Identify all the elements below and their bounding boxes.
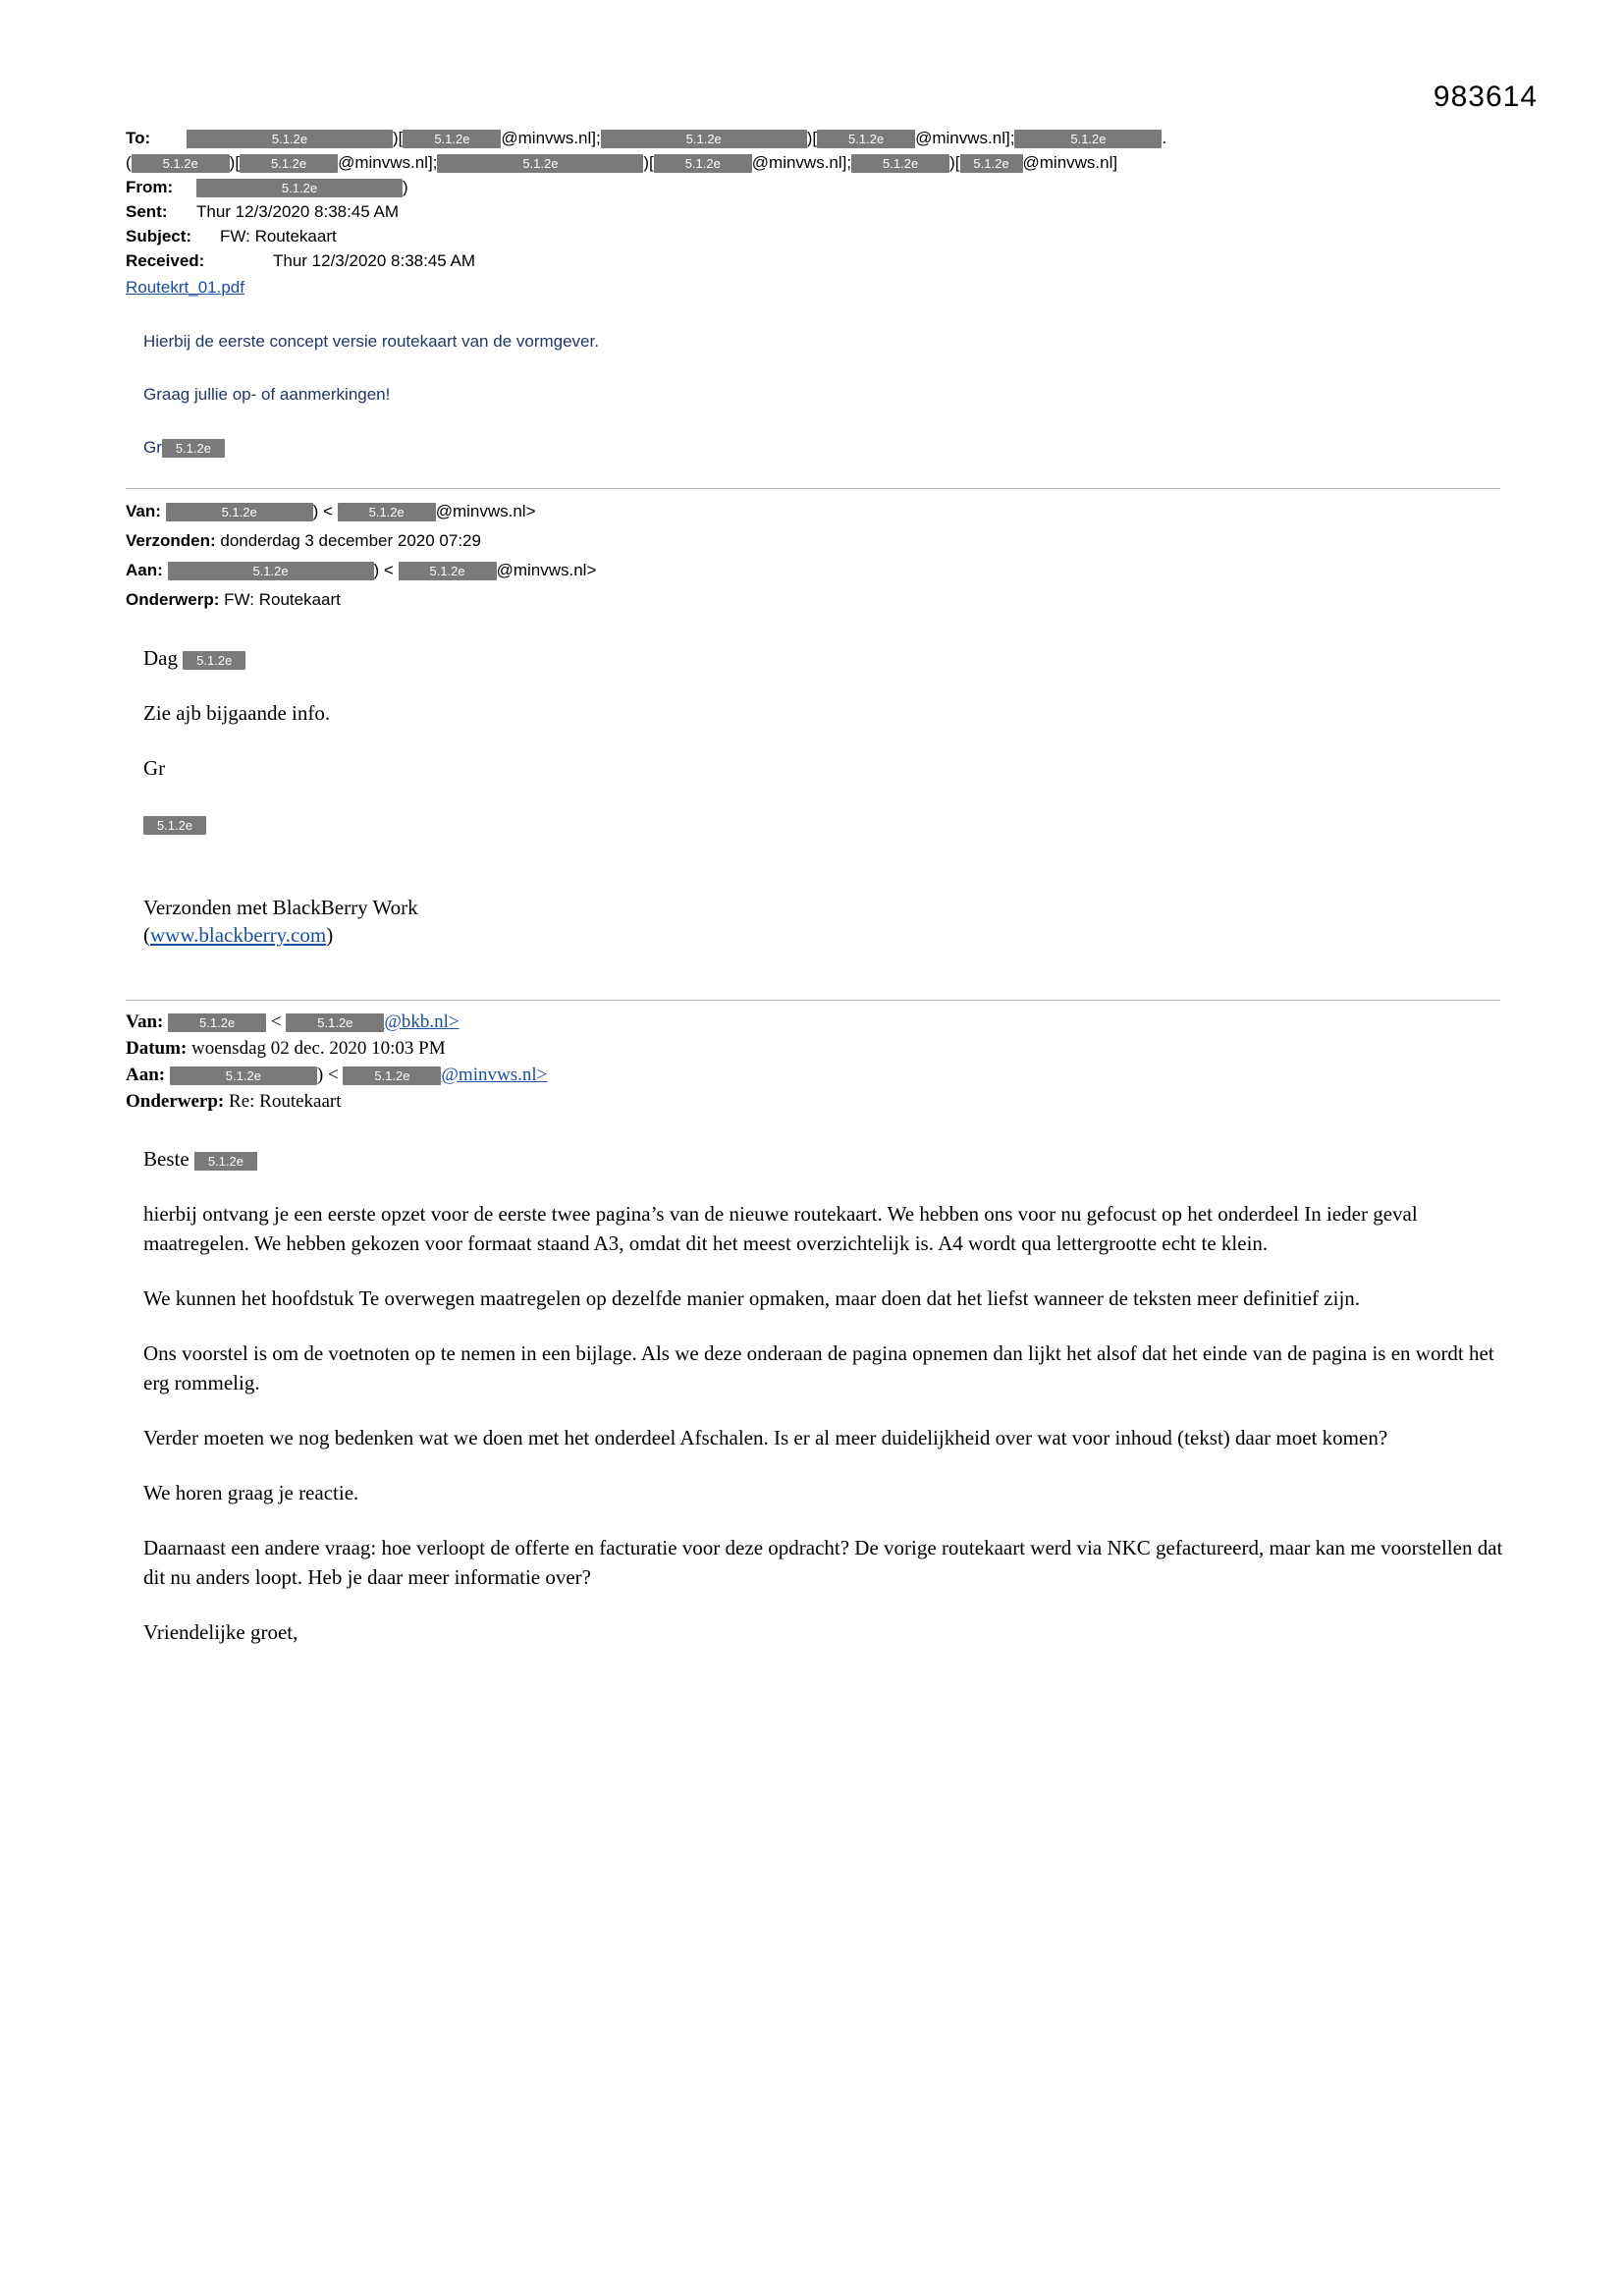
quoted-1-verzonden bbox=[126, 526, 1520, 556]
message-1-signoff bbox=[143, 435, 1520, 461]
quoted-header-2 bbox=[126, 1009, 1520, 1115]
paren: )[ bbox=[229, 153, 241, 172]
redaction: 5.1.2e bbox=[851, 154, 949, 173]
redaction: 5.1.2e bbox=[403, 130, 501, 148]
domain-text: @minvws.nl]; bbox=[751, 153, 852, 172]
spacer bbox=[126, 615, 1520, 644]
quoted-1-onderwerp bbox=[126, 585, 1520, 615]
paren: )[ bbox=[643, 153, 654, 172]
quoted-2-datum bbox=[126, 1035, 1520, 1062]
document-number: 983614 bbox=[1433, 81, 1538, 113]
message-2-signoff: Gr bbox=[143, 756, 166, 780]
quoted-2-aan bbox=[126, 1062, 1520, 1088]
redaction: 5.1.2e bbox=[399, 562, 497, 580]
message-1-line-1: Hierbij de eerste concept versie routekaart van de vormgever. bbox=[143, 332, 599, 351]
email-header-block bbox=[126, 126, 1520, 300]
aan-label: Aan: bbox=[126, 561, 163, 579]
redaction: 5.1.2e bbox=[343, 1066, 441, 1085]
van-label: Van: bbox=[126, 1011, 164, 1032]
redaction: 5.1.2e bbox=[132, 154, 230, 173]
message-3-paragraph-7: Vriendelijke groet, bbox=[143, 1620, 298, 1644]
spacer bbox=[143, 864, 1520, 894]
header-row-to-cont bbox=[126, 150, 1520, 175]
message-3-paragraph-3: Ons voorstel is om de voetnoten op te nemen in een bijlage. Als we deze onderaan de pagina opnemen dan lijkt het alsof dat het einde van de pagina is en wordt het erg rommelig. bbox=[143, 1341, 1494, 1394]
redaction: 5.1.2e bbox=[187, 130, 393, 148]
message-2-greeting bbox=[143, 644, 1520, 672]
redaction: 5.1.2e bbox=[286, 1013, 384, 1032]
redaction: 5.1.2e bbox=[143, 816, 206, 835]
redaction: 5.1.2e bbox=[960, 154, 1023, 173]
header-row-received bbox=[126, 248, 1520, 273]
email-content bbox=[126, 126, 1520, 1672]
datum-label: Datum: bbox=[126, 1038, 188, 1059]
to-label: To: bbox=[126, 129, 151, 147]
redaction: 5.1.2e bbox=[196, 179, 403, 197]
angle: < bbox=[270, 1011, 282, 1032]
message-3-paragraph-4: Verder moeten we nog bedenken wat we doen met het onderdeel Afschalen. Is er al meer duidelijkheid over wat voor inhoud (tekst) daar moet komen? bbox=[143, 1426, 1388, 1449]
header-row-attachment bbox=[126, 273, 1520, 300]
received-value: Thur 12/3/2020 8:38:45 AM bbox=[273, 251, 476, 270]
onderwerp-value: Re: Routekaart bbox=[229, 1091, 342, 1112]
quoted-2-van bbox=[126, 1009, 1520, 1035]
header-row-subject bbox=[126, 224, 1520, 248]
redaction: 5.1.2e bbox=[240, 154, 338, 173]
redaction: 5.1.2e bbox=[817, 130, 915, 148]
message-2-line-1: Zie ajb bijgaande info. bbox=[143, 701, 331, 725]
redaction: 5.1.2e bbox=[183, 651, 245, 670]
message-1-body bbox=[143, 329, 1520, 461]
sent-with-text: Verzonden met BlackBerry Work bbox=[143, 896, 418, 919]
datum-value: woensdag 02 dec. 2020 10:03 PM bbox=[191, 1038, 446, 1059]
paren: )[ bbox=[393, 129, 404, 147]
redaction: 5.1.2e bbox=[654, 154, 752, 173]
redaction: 5.1.2e bbox=[338, 503, 436, 521]
sent-value: Thur 12/3/2020 8:38:45 AM bbox=[196, 202, 400, 221]
header-row-to bbox=[126, 126, 1520, 150]
subject-label: Subject: bbox=[126, 227, 192, 246]
domain-text: @minvws.nl> bbox=[435, 502, 536, 520]
message-divider bbox=[126, 1000, 1500, 1001]
sent-label: Sent: bbox=[126, 202, 168, 221]
quoted-1-van bbox=[126, 497, 1520, 526]
paren: ) < bbox=[373, 561, 394, 579]
redaction: 5.1.2e bbox=[162, 439, 225, 458]
message-2-signature-redaction bbox=[143, 809, 1520, 837]
header-row-from bbox=[126, 175, 1520, 199]
verzonden-value: donderdag 3 december 2020 07:29 bbox=[220, 531, 481, 550]
message-2-sent-with bbox=[143, 894, 1520, 949]
redaction: 5.1.2e bbox=[437, 154, 643, 173]
blackberry-link[interactable]: www.blackberry.com bbox=[150, 923, 327, 947]
onderwerp-label: Onderwerp: bbox=[126, 1091, 225, 1112]
aan-label: Aan: bbox=[126, 1065, 166, 1085]
period: . bbox=[1162, 129, 1167, 147]
redaction: 5.1.2e bbox=[194, 1152, 257, 1171]
redaction: 5.1.2e bbox=[166, 503, 313, 521]
paren: )[ bbox=[806, 129, 818, 147]
paren: ( bbox=[126, 153, 132, 172]
redaction: 5.1.2e bbox=[170, 1066, 317, 1085]
paren: ) < bbox=[316, 1065, 339, 1085]
onderwerp-value: FW: Routekaart bbox=[224, 590, 341, 609]
message-3-greeting bbox=[143, 1144, 1520, 1174]
paren: )[ bbox=[949, 153, 960, 172]
paren-close: ) bbox=[326, 923, 334, 947]
domain-text: @minvws.nl]; bbox=[915, 129, 1015, 147]
paren: ) < bbox=[312, 502, 333, 520]
spacer bbox=[126, 1115, 1520, 1144]
message-3-paragraph-1: hierbij ontvang je een eerste opzet voor de eerste twee pagina’s van de nieuwe routekaart. We hebben ons voor nu gefocust op het onderdeel In ieder geval maatregelen. We hebben gekozen voor formaat staand A3, omdat dit het meest overzichtelijk is. A4 wordt qua lettergrootte echt te klein. bbox=[143, 1202, 1418, 1255]
attachment-link[interactable]: Routekrt_01.pdf bbox=[126, 278, 244, 297]
received-label: Received: bbox=[126, 251, 205, 270]
message-divider bbox=[126, 488, 1500, 489]
message-3-paragraph-5: We horen graag je reactie. bbox=[143, 1481, 359, 1504]
header-row-sent bbox=[126, 199, 1520, 224]
subject-value: FW: Routekaart bbox=[220, 227, 337, 246]
message-3-paragraph-2: We kunnen het hoofdstuk Te overwegen maatregelen op dezelfde manier opmaken, maar doen dat het liefst wanneer de teksten meer definitief zijn. bbox=[143, 1286, 1361, 1310]
van-domain-link[interactable]: @bkb.nl> bbox=[384, 1011, 460, 1032]
from-label: From: bbox=[126, 178, 174, 196]
message-2-body bbox=[143, 644, 1520, 949]
redaction: 5.1.2e bbox=[601, 130, 807, 148]
signoff-text: Gr bbox=[143, 438, 162, 457]
domain-text: @minvws.nl> bbox=[496, 561, 597, 579]
message-1-line-2: Graag jullie op- of aanmerkingen! bbox=[143, 385, 391, 404]
van-label: Van: bbox=[126, 502, 161, 520]
domain-text: @minvws.nl]; bbox=[501, 129, 601, 147]
domain-text: @minvws.nl]; bbox=[338, 153, 438, 172]
redaction: 5.1.2e bbox=[168, 1013, 266, 1032]
greeting-text: Beste bbox=[143, 1147, 189, 1171]
aan-domain-link[interactable]: @minvws.nl> bbox=[441, 1065, 548, 1085]
onderwerp-label: Onderwerp: bbox=[126, 590, 220, 609]
redaction: 5.1.2e bbox=[1014, 130, 1162, 148]
quoted-2-onderwerp bbox=[126, 1088, 1520, 1115]
paren-open: ( bbox=[143, 923, 150, 947]
spacer bbox=[126, 976, 1520, 990]
message-3-paragraph-6: Daarnaast een andere vraag: hoe verloopt de offerte en facturatie voor deze opdracht? De vorige routekaart werd via NKC gefactureerd, maar kan me voorstellen dat dit nu anders loopt. Heb je daar meer informatie over? bbox=[143, 1536, 1503, 1589]
message-3-body bbox=[143, 1144, 1520, 1647]
domain-text: @minvws.nl] bbox=[1022, 153, 1118, 172]
verzonden-label: Verzonden: bbox=[126, 531, 216, 550]
quoted-header-1 bbox=[126, 497, 1520, 615]
quoted-1-aan bbox=[126, 556, 1520, 585]
redaction: 5.1.2e bbox=[168, 562, 374, 580]
greeting-text: Dag bbox=[143, 646, 178, 670]
paren: ) bbox=[403, 178, 408, 196]
